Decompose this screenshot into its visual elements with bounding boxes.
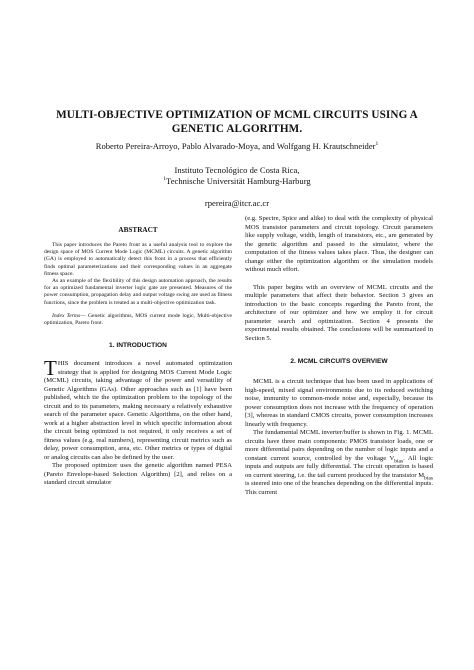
introduction-paragraph-1-text: HIS document introduces a novel automated optimization strategy that is applied for designing MOS Current Mode Logic (MCML) circuits, taking advantage of the power and versatility of Genetic Algorithms (GAs). Other approaches such as [1] have been published, which tie the optimization problem to the topology of the circuit and to its parameters, making necessary a relatively exhaustive search of the parameter space. Genetic Algorithms, on the other hand, work at a higher abstraction level in which specific information about the circuit being optimized is not required, it only receives a set of fitness values (e.g. real numbers), representing circuit metrics such as delay, power consumption, area, etc. Other metrics or types of digital or analog circuits can also be defined by the user. bbox=[44, 360, 232, 461]
mcml-section-heading: 2. MCML CIRCUITS OVERVIEW bbox=[290, 358, 388, 365]
authors-text: Roberto Pereira-Arroyo, Pablo Alvarado-Moya, and Wolfgang H. Krautschneider bbox=[95, 141, 376, 151]
abstract-paragraph-1: This paper introduces the Pareto front as a useful analysis tool to explore the design space of MOS Current Mode Logic (MCML) circuits. A genetic algorithm (GA) is employed to automatically detect this front in a process that efficiently finds optimal parameterizations and their corresponding values in an aggregate fitness space. bbox=[44, 242, 232, 277]
mcml-paragraph-1: MCML is a circuit technique that has been used in applications of high-speed, mixed signal environments due to its reduced switching noise, immunity to common-mode noise and, especially, because its power consumption does not increase with the frequency of operation [3], whereas in standard CMOS circuits, power consumption increases linearly with frequency. bbox=[245, 378, 433, 428]
affiliation-2-line bbox=[30, 176, 444, 187]
affiliations bbox=[30, 165, 444, 187]
drop-cap: T bbox=[44, 356, 57, 381]
vbias-subscript: bias bbox=[394, 457, 404, 464]
introduction-heading: 1. INTRODUCTION bbox=[109, 342, 167, 350]
authors-superscript: 1 bbox=[375, 141, 379, 148]
index-terms-text: — Genetic algorithms, MOS current mode logic, Multi-objective optimization, Pareto front. bbox=[44, 312, 233, 327]
index-terms bbox=[44, 313, 232, 327]
right-paragraph-2: This paper begins with an overview of MCML circuits and the multiple parameters that affect their behavior. Section 3 gives an introduction to the basic concepts regarding the Pareto front, the architecture of our optimizer and how we employ it for circuit parameter search and optimization. Section 4 presents the experimental results obtained. The conclusions will be summarized in Section 5. bbox=[245, 283, 433, 342]
introduction-paragraph-1 bbox=[44, 356, 232, 462]
left-column bbox=[44, 226, 232, 488]
affiliation-2-superscript: 1 bbox=[163, 176, 167, 183]
right-column bbox=[245, 215, 433, 497]
mbias-subscript: bias bbox=[424, 474, 433, 481]
right-paragraph-1: (e.g. Spectre, Spice and alike) to deal with the complexity of physical MOS transistor parameters and circuit topology. Circuit parameters like supply voltage, width, length of transistors, etc., are generated by the genetic algorithm and passed to the simulator, where the computation of the fitness values takes place. Thus, the designer can change either the optimization algorithm or the simulation models without much effort. bbox=[245, 215, 433, 273]
abstract-heading: ABSTRACT bbox=[118, 226, 158, 234]
mcml-paragraph-2-part-b: . All logic inputs and outputs are fully differential. The circuit operation is based on current steering, i.e. the tail current produced by the transistor M bbox=[245, 454, 433, 479]
affiliation-2: Technische Universität Hamburg-Harburg bbox=[166, 176, 311, 186]
mcml-paragraph-2 bbox=[245, 429, 433, 497]
mcml-paragraph-2-part-c: is steered into one of the branches depending on the differential inputs. This current bbox=[245, 480, 433, 496]
paper-title: MULTI-OBJECTIVE OPTIMIZATION OF MCML CIRCUITS USING A GENETIC ALGORITHM. bbox=[56, 109, 418, 135]
index-terms-label: Index Terms bbox=[52, 312, 81, 319]
abstract-paragraph-2: As an example of the flexibility of this design automation approach, the results for an optimized fundamental inverter logic gate are presented. Measures of the power consumption, propagation delay and output voltage swing are used as fitness functions, since the problem is treated as a multi-objective optimization task. bbox=[44, 278, 232, 306]
affiliation-1: Instituto Tecnológico de Costa Rica, bbox=[174, 165, 300, 175]
mcml-paragraph-2-part-a: The fundamental MCML inverter/buffer is shown in Fig. 1. MCML circuits have three main components: PMOS transistor loads, one or more differential pairs depending on the number of logic inputs and a constant current source, controlled by the voltage V bbox=[245, 429, 433, 462]
introduction-paragraph-2: The proposed optimizer uses the genetic algorithm named PESA (Pareto Envelope-based Selection Algorithm) [2], and relies on a standard circuit simulator bbox=[44, 462, 232, 487]
author-email: rpereira@itcr.ac.cr bbox=[204, 198, 270, 208]
author-list bbox=[30, 141, 444, 152]
